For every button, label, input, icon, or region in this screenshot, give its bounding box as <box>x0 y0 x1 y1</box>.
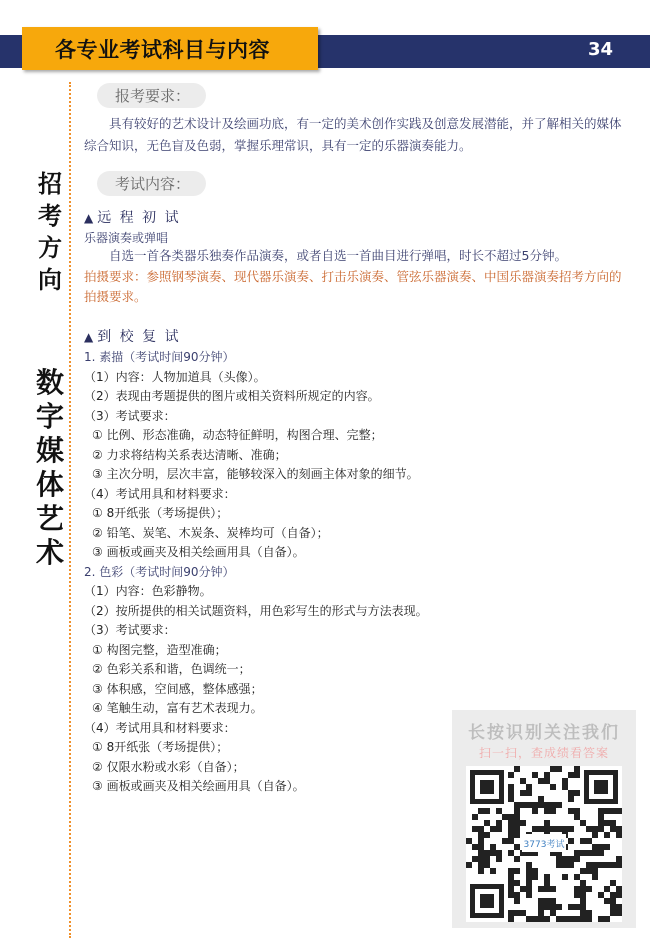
qr-code-icon[interactable] <box>466 766 622 922</box>
list-item: ① 8开纸张（考场提供）； <box>92 506 229 520</box>
list-item: （4）考试用具和材料要求： <box>84 486 236 501</box>
list-item: ③ 画板或画夹及相关绘画用具（自备）。 <box>92 545 305 559</box>
list-item: ① 构图完整，造型准确； <box>92 642 227 657</box>
vertical-major-label <box>30 366 70 570</box>
vertical-char: 媒 <box>35 434 64 467</box>
remote-heading <box>84 207 181 227</box>
list-item: ③ 画板或画夹及相关绘画用具（自备）。 <box>92 779 305 793</box>
header-title-box <box>22 27 318 70</box>
qr-panel <box>452 710 636 928</box>
vertical-char: 考 <box>38 201 62 230</box>
vertical-char: 数 <box>35 366 64 399</box>
list-item: ④ 笔触生动，富有艺术表现力。 <box>92 701 263 715</box>
list-item: ② 力求将结构关系表达清晰、准确； <box>92 447 287 462</box>
list-item: ② 仅限水粉或水彩（自备）； <box>92 759 245 774</box>
vertical-direction-label <box>30 168 70 296</box>
qr-logo-text: 3773考试 <box>523 840 565 850</box>
onsite-heading <box>84 326 181 346</box>
qr-subline: 扫一扫，查成绩看答案 <box>478 746 609 760</box>
qr-headline: 长按识别关注我们 <box>468 723 620 743</box>
list-item: ② 铅笔、炭笔、木炭条、炭棒均可（自备）； <box>92 525 329 540</box>
list-item: （2）表现由考题提供的图片或相关资料所规定的内容。 <box>84 389 380 403</box>
list-item: ② 色彩关系和谐，色调统一； <box>92 662 251 676</box>
list-item: （4）考试用具和材料要求： <box>84 720 236 735</box>
list-item: （1）内容：人物加道具（头像）。 <box>84 369 266 384</box>
vertical-char: 术 <box>35 536 64 569</box>
list-item: （3）考试要求： <box>84 408 176 423</box>
vertical-char: 艺 <box>35 502 64 535</box>
onsite-heading-text: 到 校 复 试 <box>97 329 181 345</box>
remote-subject: 乐器演奏或弹唱 <box>84 231 169 245</box>
content-tag: 考试内容： <box>97 171 206 196</box>
triangle-icon: ▲ <box>84 330 94 344</box>
remote-heading-text: 远 程 初 试 <box>97 210 181 226</box>
list-item: （3）考试要求： <box>84 623 176 637</box>
requirements-text: 具有较好的艺术设计及绘画功底，有一定的美术创作实践及创意发展潜能，并了解相关的媒体综合知识，无色盲及色弱，掌握乐理常识，具有一定的乐器演奏能力。 <box>84 116 622 153</box>
remote-filming-req: 拍摄要求：参照钢琴演奏、现代器乐演奏、打击乐演奏、管弦乐器演奏、中国乐器演奏招考方向的拍摄要求。 <box>84 269 622 304</box>
list-item: （2）按所提供的相关试题资料，用色彩写生的形式与方法表现。 <box>84 603 428 618</box>
vertical-char: 方 <box>38 233 62 262</box>
triangle-icon: ▲ <box>84 211 94 225</box>
list-item: ③ 体积感，空间感，整体感强； <box>92 681 263 696</box>
remote-desc: 自选一首各类器乐独奏作品演奏，或者自选一首曲目进行弹唱，时长不超过5分钟。 <box>109 248 567 263</box>
list-item: （1）内容：色彩静物。 <box>84 584 212 598</box>
vertical-char: 字 <box>35 400 64 433</box>
page-title: 各专业考试科目与内容 <box>55 37 270 62</box>
requirements-tag: 报考要求： <box>97 83 206 108</box>
exam-subject-heading: 1. 素描（考试时间90分钟） <box>84 350 235 364</box>
vertical-char: 向 <box>38 265 62 294</box>
vertical-char: 招 <box>38 169 62 198</box>
vertical-char: 体 <box>35 468 64 501</box>
page-number: 34 <box>588 39 614 60</box>
list-item: ① 8开纸张（考场提供）； <box>92 740 229 754</box>
list-item: ① 比例、形态准确，动态特征鲜明，构图合理、完整； <box>92 428 383 442</box>
exam-subject-heading: 2. 色彩（考试时间90分钟） <box>84 564 235 579</box>
list-item: ③ 主次分明，层次丰富，能够较深入的刻画主体对象的细节。 <box>92 467 419 481</box>
